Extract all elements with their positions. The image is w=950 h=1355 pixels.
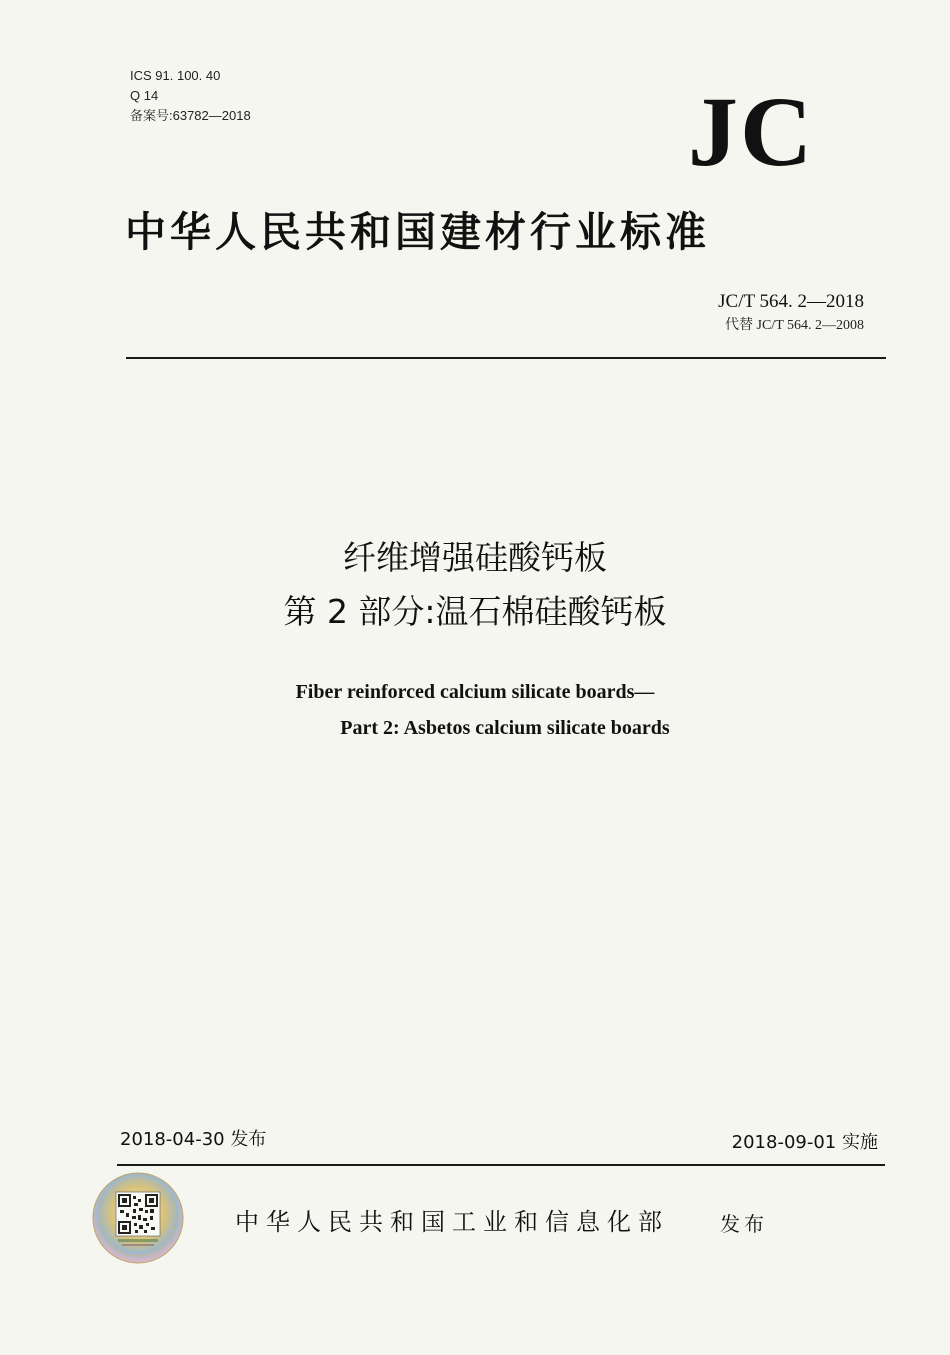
qr-hologram-seal-icon	[92, 1172, 184, 1264]
jc-logo: JC	[688, 76, 815, 187]
industry-standard-title: 中华人民共和国建材行业标准	[125, 208, 710, 256]
chinese-title-line-2: 第 2 部分:温石棉硅酸钙板	[283, 592, 667, 631]
chinese-title-line-1: 纤维增强硅酸钙板	[343, 538, 607, 577]
issue-date: 2018-04-30 发布	[120, 1129, 267, 1150]
replaced-standard: 代替 JC/T 564. 2—2008	[725, 318, 864, 333]
bottom-divider	[117, 1164, 885, 1166]
standard-number: JC/T 564. 2—2018	[718, 291, 864, 312]
record-number: 备案号:63782—2018	[130, 108, 251, 123]
ics-code: ICS 91. 100. 40	[130, 68, 221, 83]
publisher-name: 中华人民共和国工业和信息化部	[235, 1208, 669, 1236]
english-title-line-1: Fiber reinforced calcium silicate boards—	[295, 681, 655, 703]
implementation-date: 2018-09-01 实施	[731, 1132, 878, 1153]
classification-block	[130, 66, 251, 126]
ccs-code: Q 14	[130, 88, 159, 103]
english-title-line-2: Part 2: Asbetos calcium silicate boards	[340, 717, 670, 739]
top-divider	[126, 357, 886, 359]
publish-label: 发布	[720, 1212, 768, 1236]
